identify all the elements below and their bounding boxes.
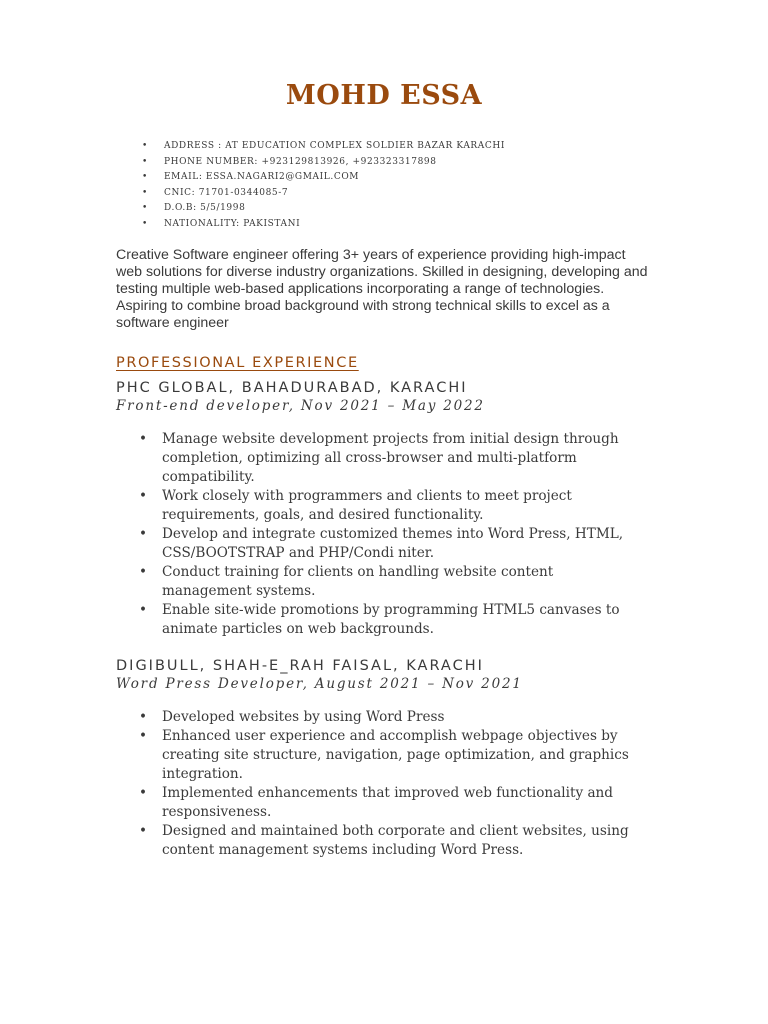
job-company: DIGIBULL, SHAH-E_RAH FAISAL, KARACHI [116, 658, 484, 674]
job-duties-list [137, 430, 637, 639]
section-title-experience: PROFESSIONAL EXPERIENCE [116, 355, 359, 371]
contact-dob: • D.O.B: 5/5/1998 [140, 201, 505, 217]
job-role: Front-end developer, Nov 2021 – May 2022 [116, 398, 485, 414]
contact-cnic: • CNIC: 71701-0344085-7 [140, 186, 505, 202]
contact-nationality: • NATIONALITY: PAKISTANI [140, 217, 505, 233]
contact-details-list [140, 139, 505, 233]
job-role: Word Press Developer, August 2021 – Nov 2021 [116, 676, 523, 692]
job-duty-item: • Manage website development projects from initial design through completion, optimizing all cross-browser and multi-platform compatibility. [137, 430, 637, 487]
job-duties-list [137, 708, 637, 860]
job-duty-item: • Implemented enhancements that improved web functionality and responsiveness. [137, 784, 637, 822]
job-duty-item: • Work closely with programmers and clients to meet project requirements, goals, and desired functionality. [137, 487, 637, 525]
job-duty-item: • Develop and integrate customized themes into Word Press, HTML, CSS/BOOTSTRAP and PHP/Condi niter. [137, 525, 637, 563]
job-duty-item: • Enable site-wide promotions by programming HTML5 canvases to animate particles on web backgrounds. [137, 601, 637, 639]
job-duty-item: • Enhanced user experience and accomplish webpage objectives by creating site structure, navigation, page optimization, and graphics integration. [137, 727, 637, 784]
job-duty-item: • Conduct training for clients on handling website content management systems. [137, 563, 637, 601]
contact-phone: • PHONE NUMBER: +923129813926, +923323317898 [140, 155, 505, 171]
contact-address: • ADDRESS : AT EDUCATION COMPLEX SOLDIER BAZAR KARACHI [140, 139, 505, 155]
candidate-name: MOHD ESSA [285, 80, 483, 111]
contact-email: • EMAIL: ESSA.NAGARI2@GMAIL.COM [140, 170, 505, 186]
job-company: PHC GLOBAL, BAHADURABAD, KARACHI [116, 380, 468, 396]
job-duty-item: • Designed and maintained both corporate and client websites, using content management systems including Word Press. [137, 822, 637, 860]
profile-summary: Creative Software engineer offering 3+ years of experience providing high-impact web solutions for diverse industry organizations. Skilled in designing, developing and testing multiple web-based applications incorporating a range of technologies. Aspiring to combine broad background with strong technical skills to excel as a software engineer [116, 247, 648, 331]
job-duty-item: • Developed websites by using Word Press [137, 708, 637, 727]
